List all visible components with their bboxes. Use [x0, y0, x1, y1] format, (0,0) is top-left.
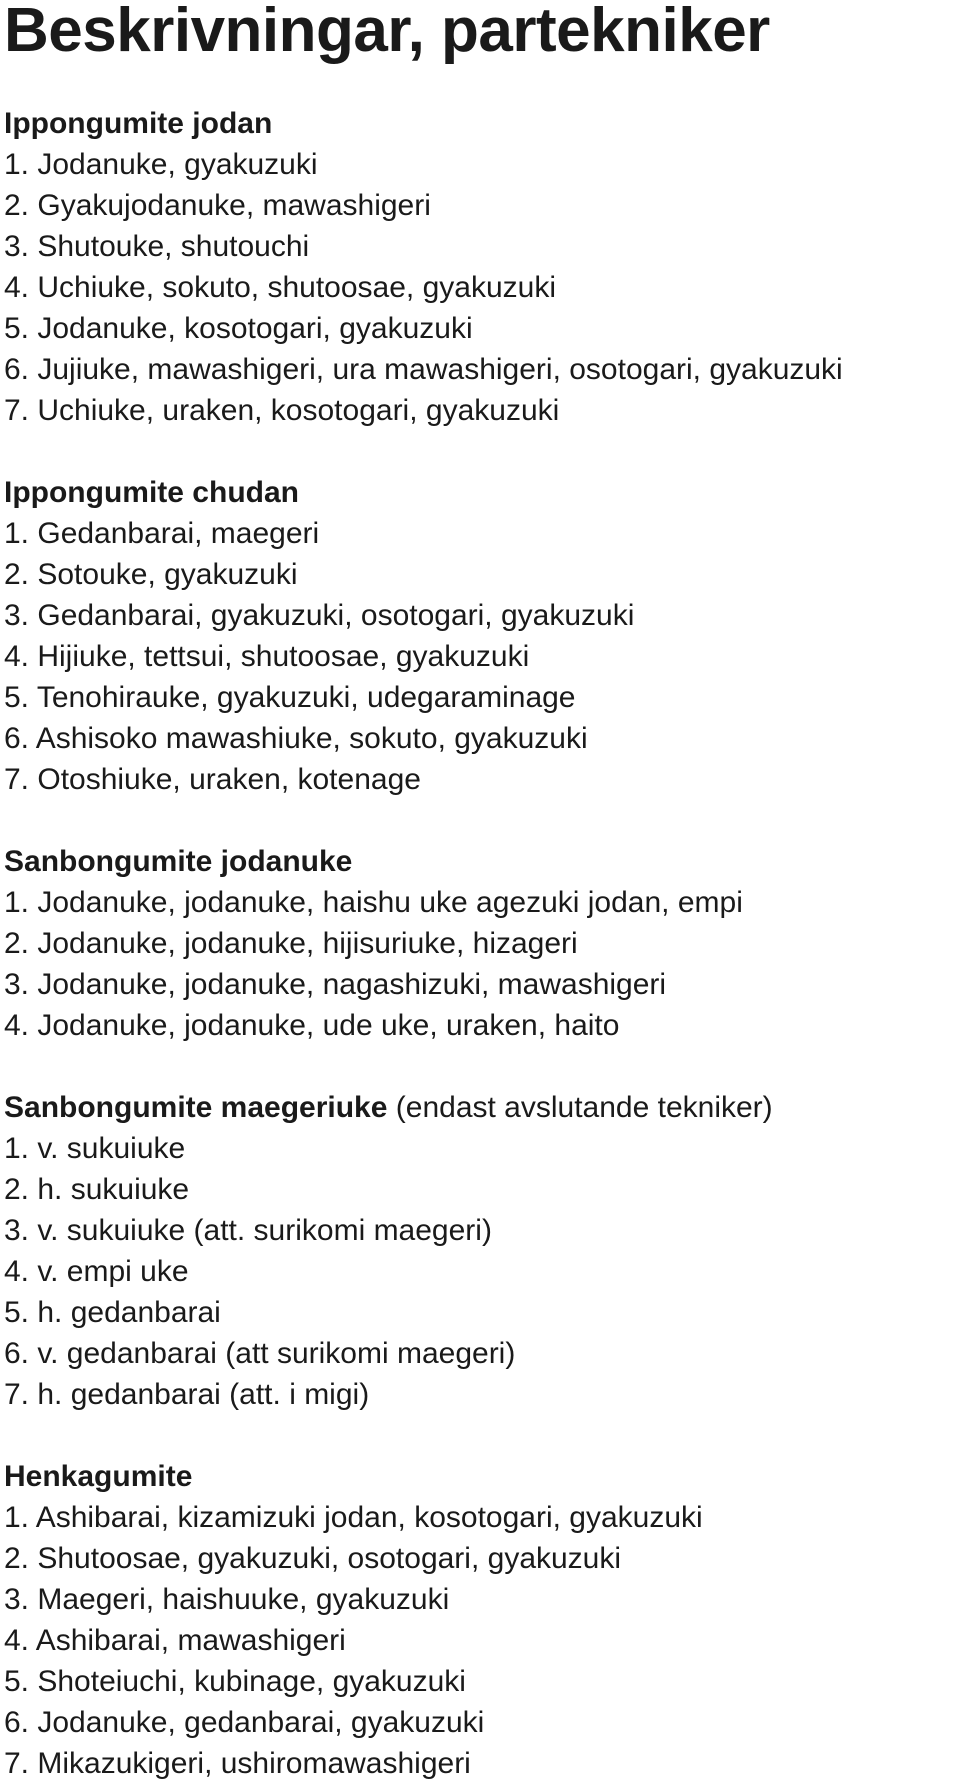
list-item: 6. Jodanuke, gedanbarai, gyakuzuki — [4, 1706, 485, 1739]
document-page — [4, 0, 954, 1784]
list-item: 1. Jodanuke, jodanuke, haishu uke agezuki jodan, empi — [4, 886, 743, 919]
list-item: 4. Jodanuke, jodanuke, ude uke, uraken, haito — [4, 1009, 620, 1042]
section-ippongumite-chudan — [4, 472, 954, 800]
section-spacer — [4, 1415, 954, 1456]
list-item: 1. Gedanbarai, maegeri — [4, 517, 320, 550]
list-item: 3. Gedanbarai, gyakuzuki, osotogari, gyakuzuki — [4, 599, 635, 632]
list-item: 3. v. sukuiuke (att. surikomi maegeri) — [4, 1214, 492, 1247]
list-item: 4. v. empi uke — [4, 1255, 189, 1288]
list-item: 2. Gyakujodanuke, mawashigeri — [4, 189, 431, 222]
section-spacer — [4, 800, 954, 841]
list-item: 5. Jodanuke, kosotogari, gyakuzuki — [4, 312, 473, 345]
section-heading-label: Henkagumite — [4, 1460, 193, 1493]
section-heading-label: Ippongumite chudan — [4, 476, 299, 509]
list-item: 2. Jodanuke, jodanuke, hijisuriuke, hizageri — [4, 927, 578, 960]
section-heading — [4, 841, 954, 882]
list-item: 5. Tenohirauke, gyakuzuki, udegaraminage — [4, 681, 576, 714]
section-henkagumite — [4, 1456, 954, 1784]
list-item: 3. Maegeri, haishuuke, gyakuzuki — [4, 1583, 450, 1616]
list-item: 7. Otoshiuke, uraken, kotenage — [4, 763, 421, 796]
section-spacer — [4, 431, 954, 472]
technique-list — [4, 1128, 954, 1415]
section-heading-note: (endast avslutande tekniker) — [395, 1091, 773, 1124]
technique-list — [4, 1497, 954, 1784]
section-heading-label: Ippongumite jodan — [4, 107, 273, 140]
list-item: 3. Shutouke, shutouchi — [4, 230, 310, 263]
section-sanbongumite-maegeriuke — [4, 1087, 954, 1415]
list-item: 4. Hijiuke, tettsui, shutoosae, gyakuzuki — [4, 640, 530, 673]
list-item: 1. Jodanuke, gyakuzuki — [4, 148, 318, 181]
list-item: 4. Ashibarai, mawashigeri — [4, 1624, 346, 1657]
section-heading — [4, 1456, 954, 1497]
list-item: 6. v. gedanbarai (att surikomi maegeri) — [4, 1337, 516, 1370]
section-ippongumite-jodan — [4, 103, 954, 431]
list-item: 7. h. gedanbarai (att. i migi) — [4, 1378, 370, 1411]
section-heading — [4, 472, 954, 513]
technique-list — [4, 882, 954, 1046]
section-heading-label: Sanbongumite maegeriuke — [4, 1091, 388, 1124]
list-item: 5. Shoteiuchi, kubinage, gyakuzuki — [4, 1665, 466, 1698]
technique-list — [4, 513, 954, 800]
section-heading-label: Sanbongumite jodanuke — [4, 845, 353, 878]
list-item: 6. Jujiuke, mawashigeri, ura mawashigeri, osotogari, gyakuzuki — [4, 353, 843, 386]
technique-list — [4, 144, 954, 431]
section-sanbongumite-jodanuke — [4, 841, 954, 1046]
list-item: 1. v. sukuiuke — [4, 1132, 186, 1165]
list-item: 4. Uchiuke, sokuto, shutoosae, gyakuzuki — [4, 271, 556, 304]
page-title: Beskrivningar, partekniker — [4, 0, 770, 65]
list-item: 3. Jodanuke, jodanuke, nagashizuki, mawashigeri — [4, 968, 667, 1001]
list-item: 7. Mikazukigeri, ushiromawashigeri — [4, 1747, 471, 1780]
list-item: 2. h. sukuiuke — [4, 1173, 190, 1206]
list-item: 2. Shutoosae, gyakuzuki, osotogari, gyakuzuki — [4, 1542, 622, 1575]
list-item: 7. Uchiuke, uraken, kosotogari, gyakuzuki — [4, 394, 560, 427]
list-item: 2. Sotouke, gyakuzuki — [4, 558, 298, 591]
list-item: 5. h. gedanbarai — [4, 1296, 221, 1329]
section-spacer — [4, 1046, 954, 1087]
list-item: 6. Ashisoko mawashiuke, sokuto, gyakuzuki — [4, 722, 588, 755]
section-heading — [4, 1087, 954, 1128]
section-heading — [4, 103, 954, 144]
list-item: 1. Ashibarai, kizamizuki jodan, kosotogari, gyakuzuki — [4, 1501, 703, 1534]
